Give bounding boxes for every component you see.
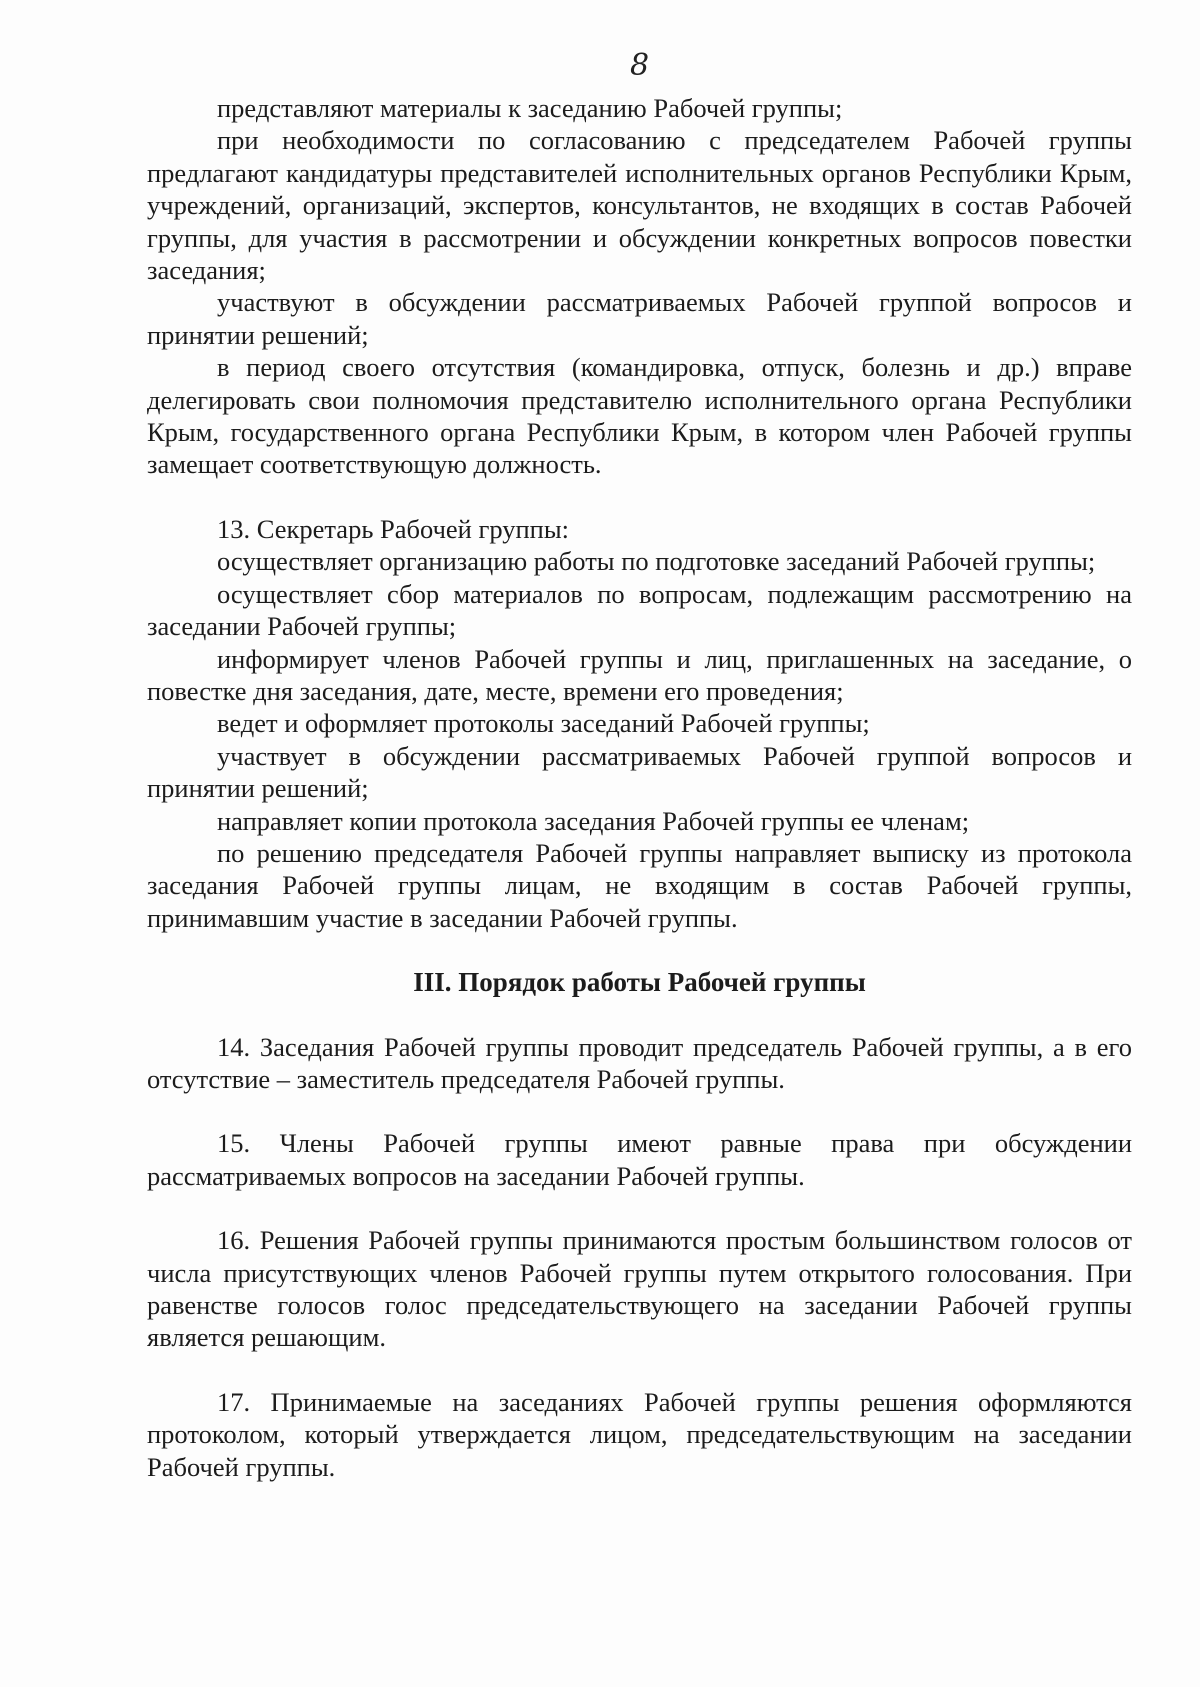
- section-13-item: участвует в обсуждении рассматриваемых Рабочей группой вопросов и принятии решений;: [147, 740, 1132, 804]
- paragraph: участвуют в обсуждении рассматриваемых Рабочей группой вопросов и принятии решений;: [147, 287, 1132, 350]
- page-number: 8: [630, 48, 650, 83]
- spacer: [147, 999, 1132, 1031]
- spacer: [147, 1354, 1132, 1386]
- section-13-item: ведет и оформляет протоколы заседаний Рабочей группы;: [217, 708, 870, 739]
- section-13-item: направляет копии протокола заседания Рабочей группы ее членам;: [217, 805, 970, 836]
- section-13-item: осуществляет организацию работы по подготовке заседаний Рабочей группы;: [217, 546, 1096, 577]
- paragraph-15: 15. Члены Рабочей группы имеют равные права при обсуждении рассматриваемых вопросов на заседании Рабочей группы.: [147, 1128, 1132, 1191]
- spacer: [147, 934, 1132, 966]
- paragraph-17: 17. Принимаемые на заседаниях Рабочей группы решения оформляются протоколом, который утверждается лицом, председательствующим на заседании Рабочей группы.: [147, 1386, 1132, 1482]
- spacer: [147, 1192, 1132, 1224]
- spacer: [147, 1095, 1132, 1127]
- paragraph-16: 16. Решения Рабочей группы принимаются простым большинством голосов от числа присутствующих членов Рабочей группы путем открытого голосования. При равенстве голосов голос председательствующего на заседании Рабочей группы является решающим.: [147, 1225, 1132, 1353]
- section-13-title: 13. Секретарь Рабочей группы:: [217, 513, 570, 544]
- paragraph: представляют материалы к заседанию Рабочей группы;: [217, 93, 843, 123]
- section-13-item: по решению председателя Рабочей группы направляет выписку из протокола заседания Рабочей группы лицам, не входящим в состав Рабочей группы, принимавшим участие в заседании Рабочей группы.: [147, 837, 1132, 933]
- document-body: [147, 92, 1132, 1483]
- section-13-item: осуществляет сбор материалов по вопросам, подлежащим рассмотрению на заседании Рабочей группы;: [147, 578, 1132, 642]
- paragraph: в период своего отсутствия (командировка, отпуск, болезнь и др.) вправе делегировать свои полномочия представителю исполнительного органа Республики Крым, государственного органа Республики Крым, в котором член Рабочей группы замещает соответствующую должность.: [147, 352, 1132, 480]
- paragraph: при необходимости по согласованию с председателем Рабочей группы предлагают кандидатуры представителей исполнительных органов Республики Крым, учреждений, организаций, экспертов, консультантов, не входящих в состав Рабочей группы, для участия в рассмотрении и обсуждении конкретных вопросов повестки заседания;: [147, 125, 1132, 286]
- section-13-item: информирует членов Рабочей группы и лиц, приглашенных на заседание, о повестке дня заседания, дате, месте, времени его проведения;: [147, 643, 1132, 706]
- spacer: [147, 481, 1132, 513]
- section-heading: III. Порядок работы Рабочей группы: [413, 967, 866, 998]
- paragraph-14: 14. Заседания Рабочей группы проводит председатель Рабочей группы, а в его отсутствие – заместитель председателя Рабочей группы.: [147, 1031, 1132, 1094]
